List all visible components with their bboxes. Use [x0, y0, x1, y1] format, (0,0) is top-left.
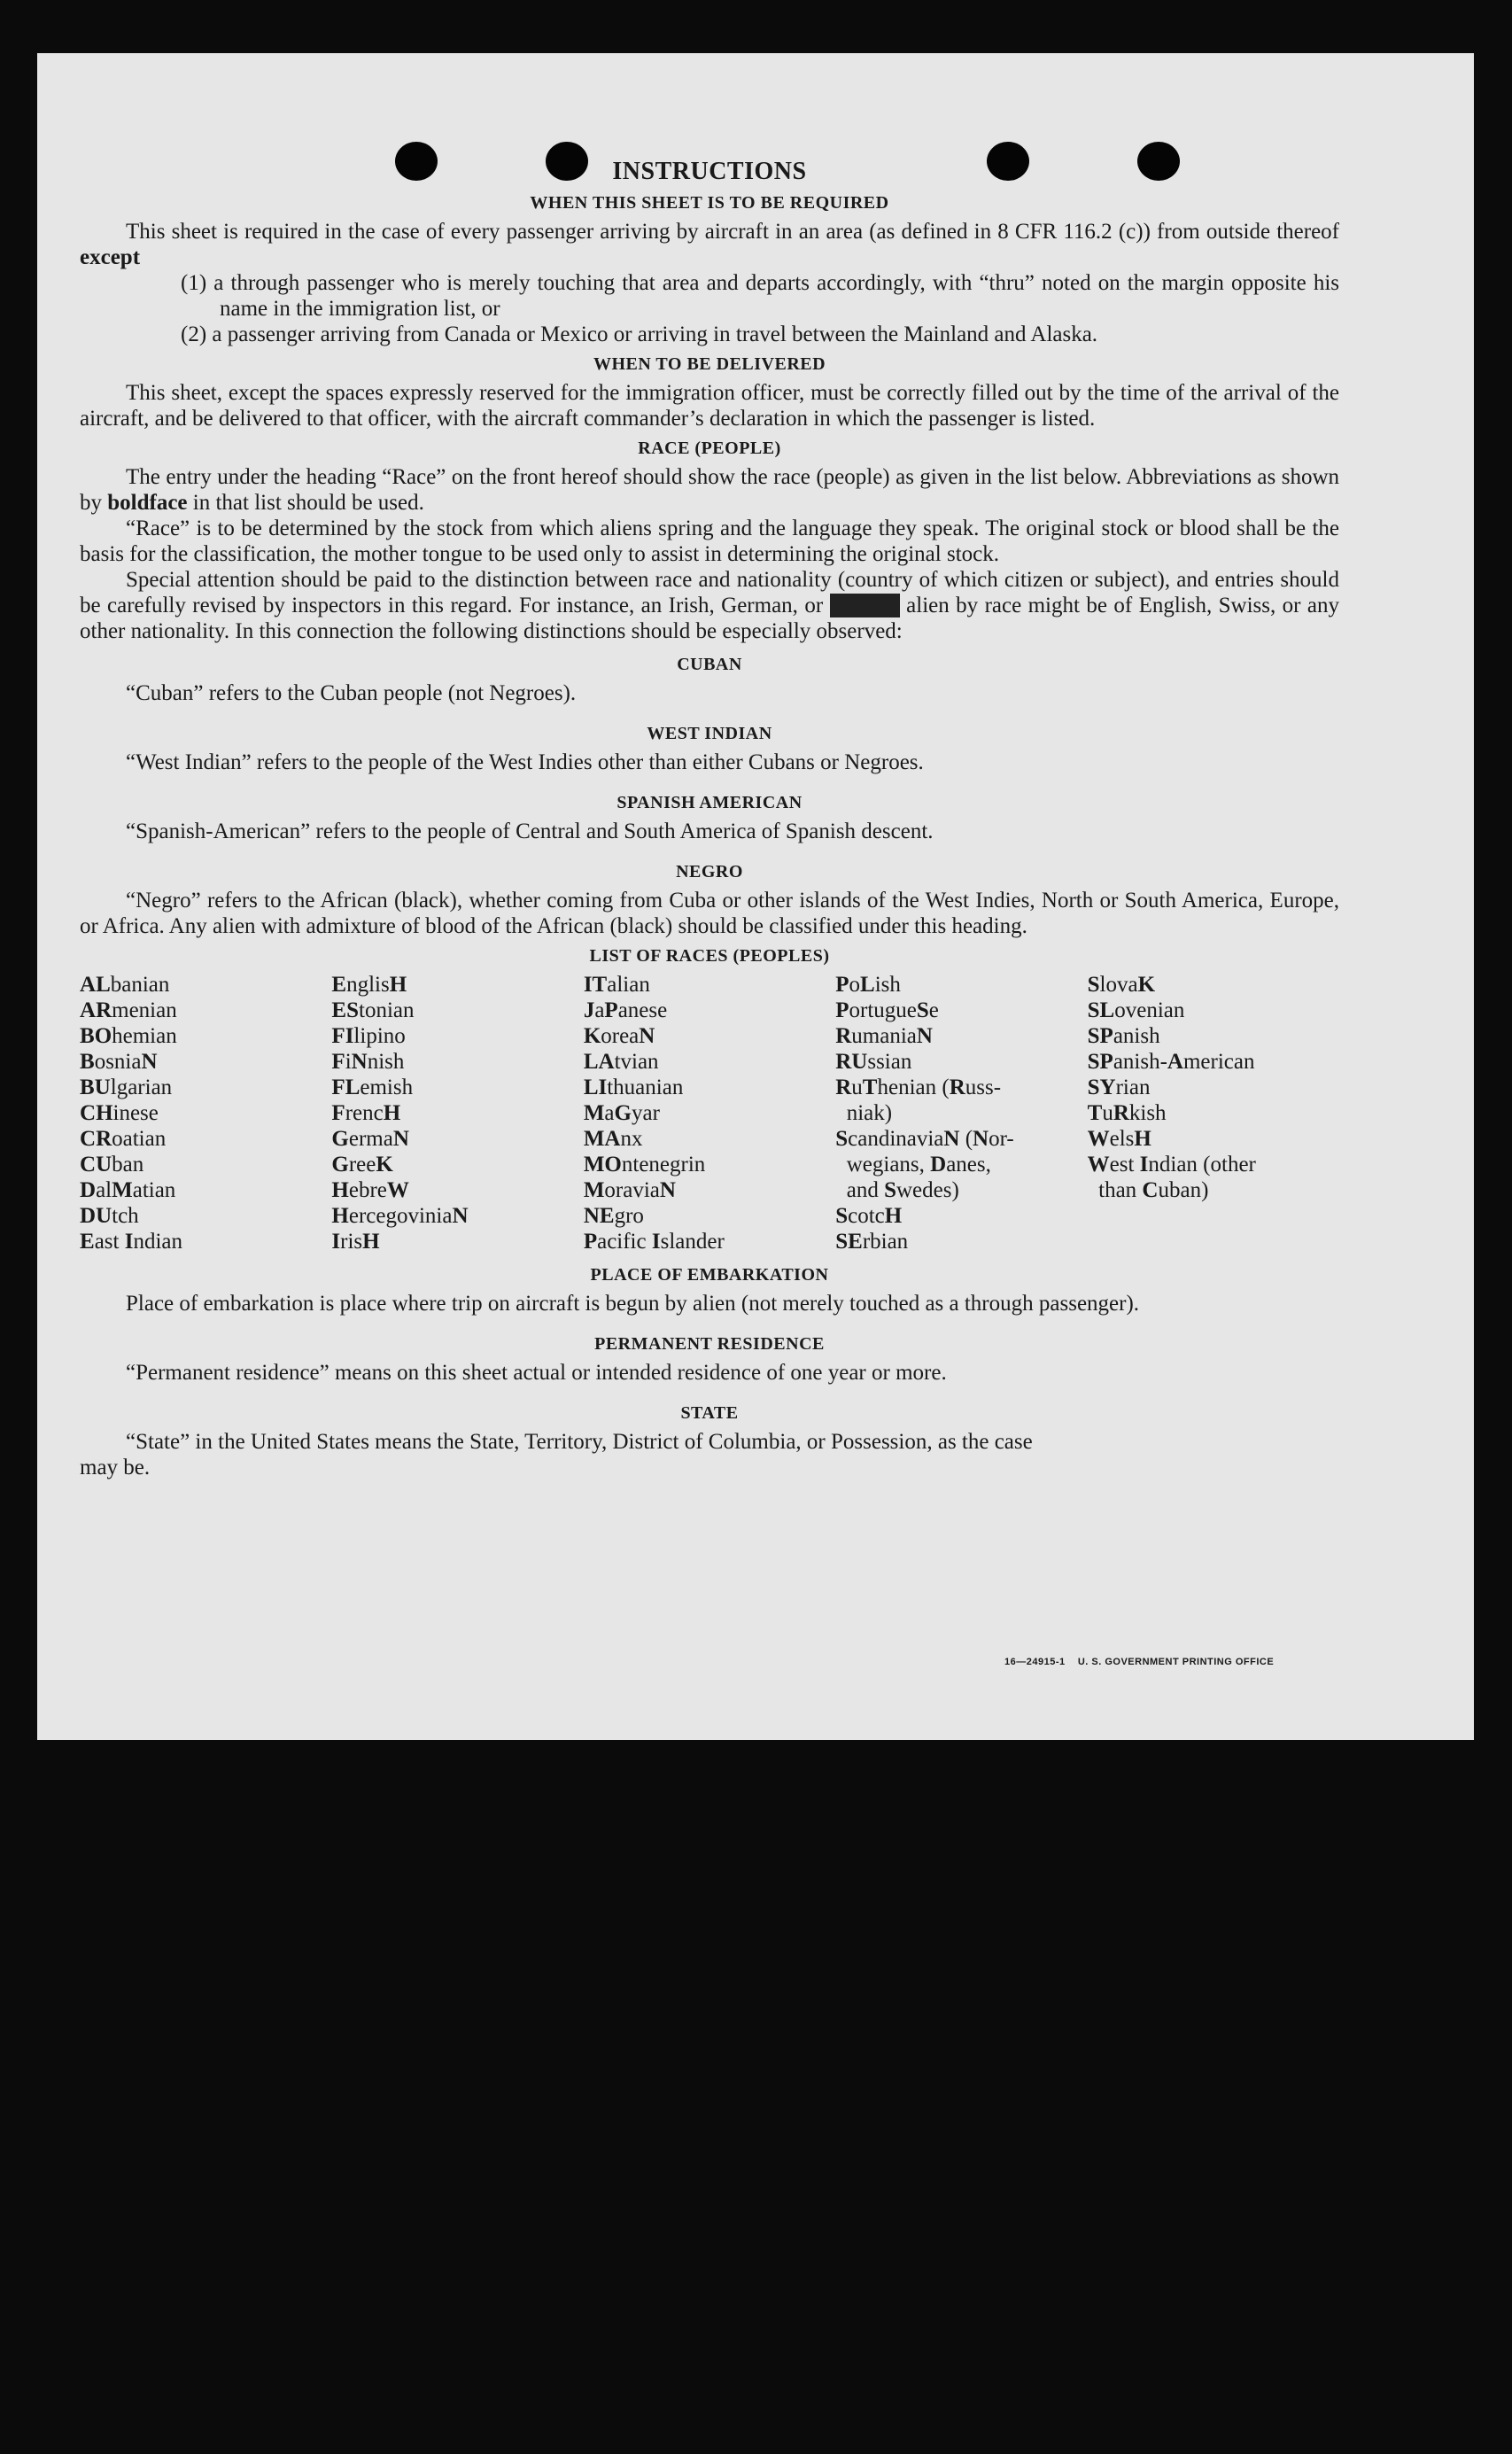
- text: The entry under the heading “Race” on the front hereof should show the race (people) as given in the list below. Abbreviations as shown by: [80, 465, 1339, 515]
- race-entry: SPanish: [1087, 1024, 1160, 1048]
- race-entry: LAtvian: [583, 1050, 659, 1074]
- section-heading: WHEN TO BE DELIVERED: [593, 354, 826, 374]
- race-entry: MaGyar: [583, 1101, 660, 1125]
- printer-imprint: U. S. GOVERNMENT PRINTING OFFICE: [1077, 1657, 1275, 1667]
- race-entry: ITalian: [583, 973, 650, 997]
- race-entry: SYrian: [1087, 1076, 1151, 1099]
- race-entry: HebreW: [331, 1178, 409, 1202]
- text: in that list should be used.: [192, 491, 424, 515]
- race-entry: ScandinaviaN (Nor-: [835, 1127, 1014, 1151]
- race-entry: FiNnish: [331, 1050, 405, 1074]
- paragraph: “Permanent residence” means on this sheet actual or intended residence of one year or more.: [126, 1361, 947, 1385]
- race-entry: JaPanese: [583, 998, 668, 1022]
- form-footer: [1004, 1657, 1274, 1667]
- race-entry: FIlipino: [331, 1024, 406, 1048]
- paragraph: Place of embarkation is place where trip on aircraft is begun by alien (not merely touched as a through passenger).: [126, 1292, 1140, 1316]
- race-entry: EStonian: [331, 998, 415, 1022]
- race-entry: PortugueSe: [835, 998, 939, 1022]
- race-entry: SPanish-American: [1087, 1050, 1255, 1074]
- paragraph: [80, 219, 1339, 270]
- emphasis-text: except: [80, 245, 141, 269]
- race-column: [584, 972, 835, 1254]
- race-entry: ARmenian: [80, 998, 177, 1022]
- race-entry: DUtch: [80, 1204, 139, 1228]
- text: alien by race might be of English, Swiss, or any other nationality. In this connection the following distinctions should be especially observed:: [80, 594, 1340, 643]
- race-entry: DalMatian: [80, 1178, 176, 1202]
- race-entry: CHinese: [80, 1101, 159, 1125]
- race-list: [80, 972, 1339, 1254]
- paragraph: “Cuban” refers to the Cuban people (not Negroes).: [126, 681, 577, 705]
- section-heading: PLACE OF EMBARKATION: [590, 1265, 829, 1285]
- race-entry: CRoatian: [80, 1127, 167, 1151]
- paragraph: “State” in the United States means the State, Territory, District of Columbia, or Possession, as the case: [126, 1430, 1033, 1454]
- instructions-content: [80, 158, 1339, 1480]
- redacted-word: [830, 594, 900, 617]
- paragraph: “Negro” refers to the African (black), whether coming from Cuba or other islands of the West Indies, North or South America, Europe, or Africa. Any alien with admixture of blood of the African (black) should be classified under this heading.: [80, 889, 1339, 938]
- text: This sheet is required in the case of every passenger arriving by aircraft in an area (as defined in 8 CFR 116.2 (c)) from outside thereof: [126, 220, 1339, 244]
- race-entry: East Indian: [80, 1230, 182, 1254]
- list-item: (1) a through passenger who is merely touching that area and departs accordingly, with “thru” noted on the margin opposite his name in the immigration list, or: [181, 271, 1339, 321]
- race-entry: NEgro: [583, 1204, 644, 1228]
- race-column: [1088, 972, 1339, 1254]
- race-entry: SErbian: [835, 1230, 909, 1254]
- document-sheet: [37, 53, 1474, 1740]
- list-item: (2) a passenger arriving from Canada or Mexico or arriving in travel between the Mainland and Alaska.: [181, 322, 1098, 346]
- race-column: [835, 972, 1087, 1254]
- section-heading: LIST OF RACES (PEOPLES): [589, 946, 830, 966]
- section-heading: RACE (PEOPLE): [638, 439, 781, 458]
- race-entry: BUlgarian: [80, 1076, 173, 1099]
- paragraph: “Race” is to be determined by the stock from which aliens spring and the language they speak. The original stock or blood shall be the basis for the classification, the mother tongue to be used only to assist in determining the original stock.: [80, 516, 1339, 566]
- race-entry: EnglisH: [331, 973, 407, 997]
- race-entry: MOntenegrin: [583, 1153, 706, 1177]
- race-entry: SlovaK: [1087, 973, 1156, 997]
- paragraph: “West Indian” refers to the people of the West Indies other than either Cubans or Negroes.: [126, 750, 924, 774]
- race-entry: RuThenian (Russ-: [835, 1076, 1002, 1099]
- race-entry: PoLish: [835, 973, 901, 997]
- race-column: [80, 972, 331, 1254]
- race-entry: SLovenian: [1087, 998, 1185, 1022]
- race-entry: GermaN: [331, 1127, 409, 1151]
- section-heading: PERMANENT RESIDENCE: [594, 1334, 825, 1354]
- section-heading: STATE: [680, 1403, 739, 1423]
- race-entry: RUssian: [835, 1050, 912, 1074]
- race-entry: TuRkish: [1087, 1101, 1167, 1125]
- paragraph: “Spanish-American” refers to the people of Central and South America of Spanish descent.: [126, 819, 934, 843]
- form-number: 16—24915-1: [1004, 1657, 1066, 1667]
- race-entry: RumaniaN: [835, 1024, 933, 1048]
- race-entry: KoreaN: [583, 1024, 655, 1048]
- section-heading: WEST INDIAN: [647, 724, 772, 743]
- race-entry: and Swedes): [835, 1178, 959, 1202]
- race-entry: FLemish: [331, 1076, 414, 1099]
- emphasis-text: boldface: [107, 491, 188, 515]
- race-entry: MAnx: [583, 1127, 643, 1151]
- race-entry: than Cuban): [1087, 1178, 1209, 1202]
- section-heading: NEGRO: [676, 862, 743, 881]
- race-column: [331, 972, 583, 1254]
- race-entry: LIthuanian: [583, 1076, 684, 1099]
- paragraph-end: may be.: [80, 1456, 151, 1479]
- race-entry: BOhemian: [80, 1024, 177, 1048]
- race-entry: ALbanian: [80, 973, 170, 997]
- paragraph: This sheet, except the spaces expressly reserved for the immigration officer, must be correctly filled out by the time of the arrival of the aircraft, and be delivered to that officer, with the aircraft commander’s declaration in which the passenger is listed.: [80, 381, 1339, 431]
- race-entry: BosniaN: [80, 1050, 158, 1074]
- section-heading: WHEN THIS SHEET IS TO BE REQUIRED: [530, 193, 889, 213]
- race-entry: IrisH: [331, 1230, 380, 1254]
- race-entry: GreeK: [331, 1153, 393, 1177]
- race-entry: Pacific Islander: [583, 1230, 725, 1254]
- race-entry: WelsH: [1087, 1127, 1151, 1151]
- race-entry: MoraviaN: [583, 1178, 676, 1202]
- race-entry: FrencH: [331, 1101, 401, 1125]
- page-title: INSTRUCTIONS: [612, 158, 807, 185]
- text: Special attention should be paid to the distinction between race and nationality (country of which citizen or subject), and entries should be carefully revised by inspectors in this regard. For instance, an Irish, German, or: [80, 568, 1339, 617]
- section-heading: SPANISH AMERICAN: [616, 793, 803, 812]
- race-entry: West Indian (other: [1087, 1153, 1256, 1177]
- race-entry: niak): [835, 1101, 893, 1125]
- paragraph: [80, 464, 1339, 516]
- section-heading: CUBAN: [677, 655, 742, 674]
- race-entry: wegians, Danes,: [835, 1153, 991, 1177]
- race-entry: ScotcH: [835, 1204, 903, 1228]
- paragraph: [80, 567, 1339, 644]
- race-entry: HercegoviniaN: [331, 1204, 469, 1228]
- race-entry: CUban: [80, 1153, 144, 1177]
